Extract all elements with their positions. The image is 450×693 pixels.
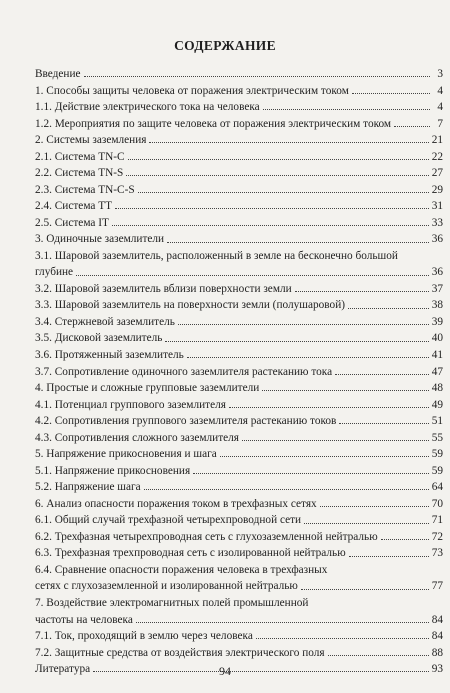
- toc-entry: [35, 597, 443, 626]
- dot-leader: [320, 506, 429, 507]
- toc-entry-page: 70: [431, 497, 443, 510]
- dot-leader: [328, 655, 429, 656]
- toc-entry-label: 6.4. Сравнение опасности поражения человека в трехфазных: [35, 563, 328, 576]
- toc-entry: [35, 167, 443, 179]
- toc-entry-label: 2.4. Система TT: [35, 200, 113, 213]
- toc-entry-page: 73: [431, 547, 443, 560]
- dot-leader: [193, 473, 429, 474]
- toc-entry-page: 36: [431, 266, 443, 279]
- toc-entry-label: 3.2. Шаровой заземлитель вблизи поверхности земли: [35, 282, 292, 295]
- toc-entry: [35, 531, 443, 543]
- page-title: СОДЕРЖАНИЕ: [174, 38, 276, 53]
- dot-leader: [295, 291, 429, 292]
- toc-entry: [35, 151, 443, 163]
- dot-leader: [149, 142, 428, 143]
- dot-leader: [220, 456, 429, 457]
- toc-entry-page: 29: [431, 183, 443, 196]
- toc-entry-label: 6.1. Общий случай трехфазной четырехпроводной сети: [35, 514, 302, 527]
- toc-entry-page: 59: [431, 464, 443, 477]
- dot-leader: [167, 242, 429, 243]
- toc-entry: [35, 250, 443, 279]
- toc-entry: [35, 85, 443, 97]
- toc-entry-label: 7. Воздействие электромагнитных полей промышленной: [35, 597, 309, 609]
- toc-entry-page: 72: [431, 530, 443, 543]
- toc-entry: [35, 184, 443, 196]
- toc-entry-page: 59: [431, 448, 443, 461]
- toc-entry-label: 6.2. Трехфазная четырехпроводная сеть с глухозаземленной нейтралью: [35, 530, 378, 543]
- toc-entry-label: 3.1. Шаровой заземлитель, расположенный в земле на бесконечно большой: [35, 249, 398, 262]
- dot-leader: [304, 523, 429, 524]
- toc-entry: [35, 514, 443, 526]
- toc-entry: [35, 349, 443, 361]
- toc-entry-page: 84: [431, 630, 443, 643]
- toc-entry: [35, 118, 443, 130]
- toc-entry: [35, 101, 443, 113]
- toc-entry-label: 4. Простые и сложные групповые заземлители: [35, 382, 260, 395]
- toc-entry-page: 71: [431, 514, 443, 527]
- toc-entry-page: 27: [431, 167, 443, 180]
- dot-leader: [128, 159, 429, 160]
- toc-entry: [35, 630, 443, 642]
- dot-leader: [144, 489, 429, 490]
- toc-entry-page: 77: [431, 580, 443, 593]
- toc-entry-page: 38: [431, 299, 443, 312]
- toc-entry-label: 1.1. Действие электрического тока на человека: [35, 101, 260, 114]
- toc-entry-label: Литература: [35, 663, 91, 676]
- toc-entry-label: 3.5. Дисковой заземлитель: [35, 332, 163, 345]
- toc-entry-page: 33: [431, 216, 443, 229]
- dot-leader: [352, 93, 430, 94]
- dot-leader: [394, 126, 430, 127]
- toc-entry-page: 31: [431, 200, 443, 213]
- toc-entry: [35, 399, 443, 411]
- toc-entry-page: 48: [431, 382, 443, 395]
- toc-entry: [35, 547, 443, 559]
- toc-entry-page: 51: [431, 415, 443, 428]
- dot-leader: [178, 324, 429, 325]
- toc-entry: [35, 564, 443, 593]
- dot-leader: [335, 374, 429, 375]
- toc-entry-page: 4: [437, 101, 443, 114]
- toc-entry-page: 55: [431, 431, 443, 444]
- toc-entry-label: 3.6. Протяженный заземлитель: [35, 349, 184, 362]
- toc-entry-label: 2.2. Система TN-S: [35, 167, 124, 180]
- dot-leader: [262, 390, 428, 391]
- toc-entry-label: 5.1. Напряжение прикосновения: [35, 464, 191, 477]
- toc-entry-page: 49: [431, 398, 443, 411]
- toc-entry: [35, 233, 443, 245]
- toc-entry-label: 5.2. Напряжение шага: [35, 481, 141, 494]
- toc-entry-page: 40: [431, 332, 443, 345]
- toc-entry: [35, 200, 443, 212]
- toc-entry-page: 22: [431, 150, 443, 163]
- toc-entry-label-continued: частоты на человека: [35, 613, 133, 626]
- toc-entry: [35, 68, 443, 80]
- toc-entry: [35, 415, 443, 427]
- dot-leader: [187, 357, 429, 358]
- dot-leader: [256, 638, 429, 639]
- toc-entry-page: 36: [431, 233, 443, 246]
- toc-entry: [35, 498, 443, 510]
- dot-leader: [138, 192, 429, 193]
- toc-entry: [35, 647, 443, 659]
- toc-entry: [35, 134, 443, 146]
- toc-entry-label: 2.3. Система TN-C-S: [35, 183, 135, 196]
- toc-entry: [35, 448, 443, 460]
- toc-entry-label: 7.1. Ток, проходящий в землю через человека: [35, 630, 253, 643]
- toc-entry-label: 7.2. Защитные средства от воздействия электрического поля: [35, 646, 325, 659]
- toc-entry-label: 2. Системы заземления: [35, 134, 147, 147]
- dot-leader: [84, 76, 430, 77]
- toc-entry-label-continued: глубине: [35, 266, 74, 279]
- toc-entry: [35, 481, 443, 493]
- toc-entry: [35, 333, 443, 345]
- toc-entry-label: 3.7. Сопротивление одиночного заземлителя растеканию тока: [35, 365, 333, 378]
- toc-entry-page: 47: [431, 365, 443, 378]
- page-number: 94: [219, 664, 231, 678]
- toc-entry-label: 6. Анализ опасности поражения током в трехфазных сетях: [35, 497, 317, 510]
- dot-leader: [242, 440, 429, 441]
- toc-entry-page: 41: [431, 349, 443, 362]
- dot-leader: [229, 407, 429, 408]
- toc-entry-label-continued: сетях с глухозаземленной и изолированной нейтралью: [35, 580, 298, 593]
- toc-entry-label: 3.3. Шаровой заземлитель на поверхности земли (полушаровой): [35, 299, 346, 312]
- toc-entry-label: 2.1. Система TN-C: [35, 150, 125, 163]
- toc-entry: [35, 366, 443, 378]
- dot-leader: [263, 109, 430, 110]
- toc-entry-page: 21: [431, 134, 443, 147]
- toc-entry-label: 6.3. Трехфазная трехпроводная сеть с изолированной нейтралью: [35, 547, 346, 560]
- toc-entry-label: 2.5. Система IT: [35, 216, 109, 229]
- dot-leader: [165, 341, 428, 342]
- dot-leader: [381, 539, 429, 540]
- toc-entry-label: 4.1. Потенциал группового заземлителя: [35, 398, 226, 411]
- dot-leader: [339, 423, 428, 424]
- dot-leader: [349, 556, 429, 557]
- dot-leader: [76, 275, 429, 276]
- toc-entry: [35, 465, 443, 477]
- toc-entry-label: 4.2. Сопротивления группового заземлителя растеканию токов: [35, 415, 337, 428]
- toc-entry: [35, 432, 443, 444]
- toc-entry-label: 1. Способы защиты человека от поражения электрическим током: [35, 84, 349, 97]
- toc-entry-page: 3: [437, 67, 443, 80]
- toc-entry: [35, 217, 443, 229]
- toc-entry-page: 84: [431, 613, 443, 626]
- dot-leader: [348, 308, 429, 309]
- toc-entry-label: 3. Одиночные заземлители: [35, 233, 165, 246]
- toc-entry-page: 39: [431, 315, 443, 328]
- table-of-contents: [35, 68, 443, 680]
- toc-entry: [35, 283, 443, 295]
- toc-entry: [35, 316, 443, 328]
- toc-entry-label: 5. Напряжение прикосновения и шага: [35, 448, 217, 461]
- toc-entry-page: 37: [431, 282, 443, 295]
- dot-leader: [136, 622, 429, 623]
- dot-leader: [126, 175, 428, 176]
- toc-entry-label: Введение: [35, 67, 81, 80]
- dot-leader: [115, 208, 429, 209]
- dot-leader: [112, 225, 429, 226]
- toc-entry-page: 64: [431, 481, 443, 494]
- dot-leader: [301, 589, 429, 590]
- toc-entry: [35, 382, 443, 394]
- toc-entry: [35, 299, 443, 311]
- toc-entry-page: 7: [437, 117, 443, 130]
- toc-entry-label: 3.4. Стержневой заземлитель: [35, 315, 175, 328]
- toc-entry-page: 93: [431, 663, 443, 676]
- toc-entry-label: 1.2. Мероприятия по защите человека от поражения электрическим током: [35, 117, 392, 130]
- toc-entry-page: 4: [437, 84, 443, 97]
- toc-entry-page: 88: [431, 646, 443, 659]
- toc-entry-label: 4.3. Сопротивления сложного заземлителя: [35, 431, 239, 444]
